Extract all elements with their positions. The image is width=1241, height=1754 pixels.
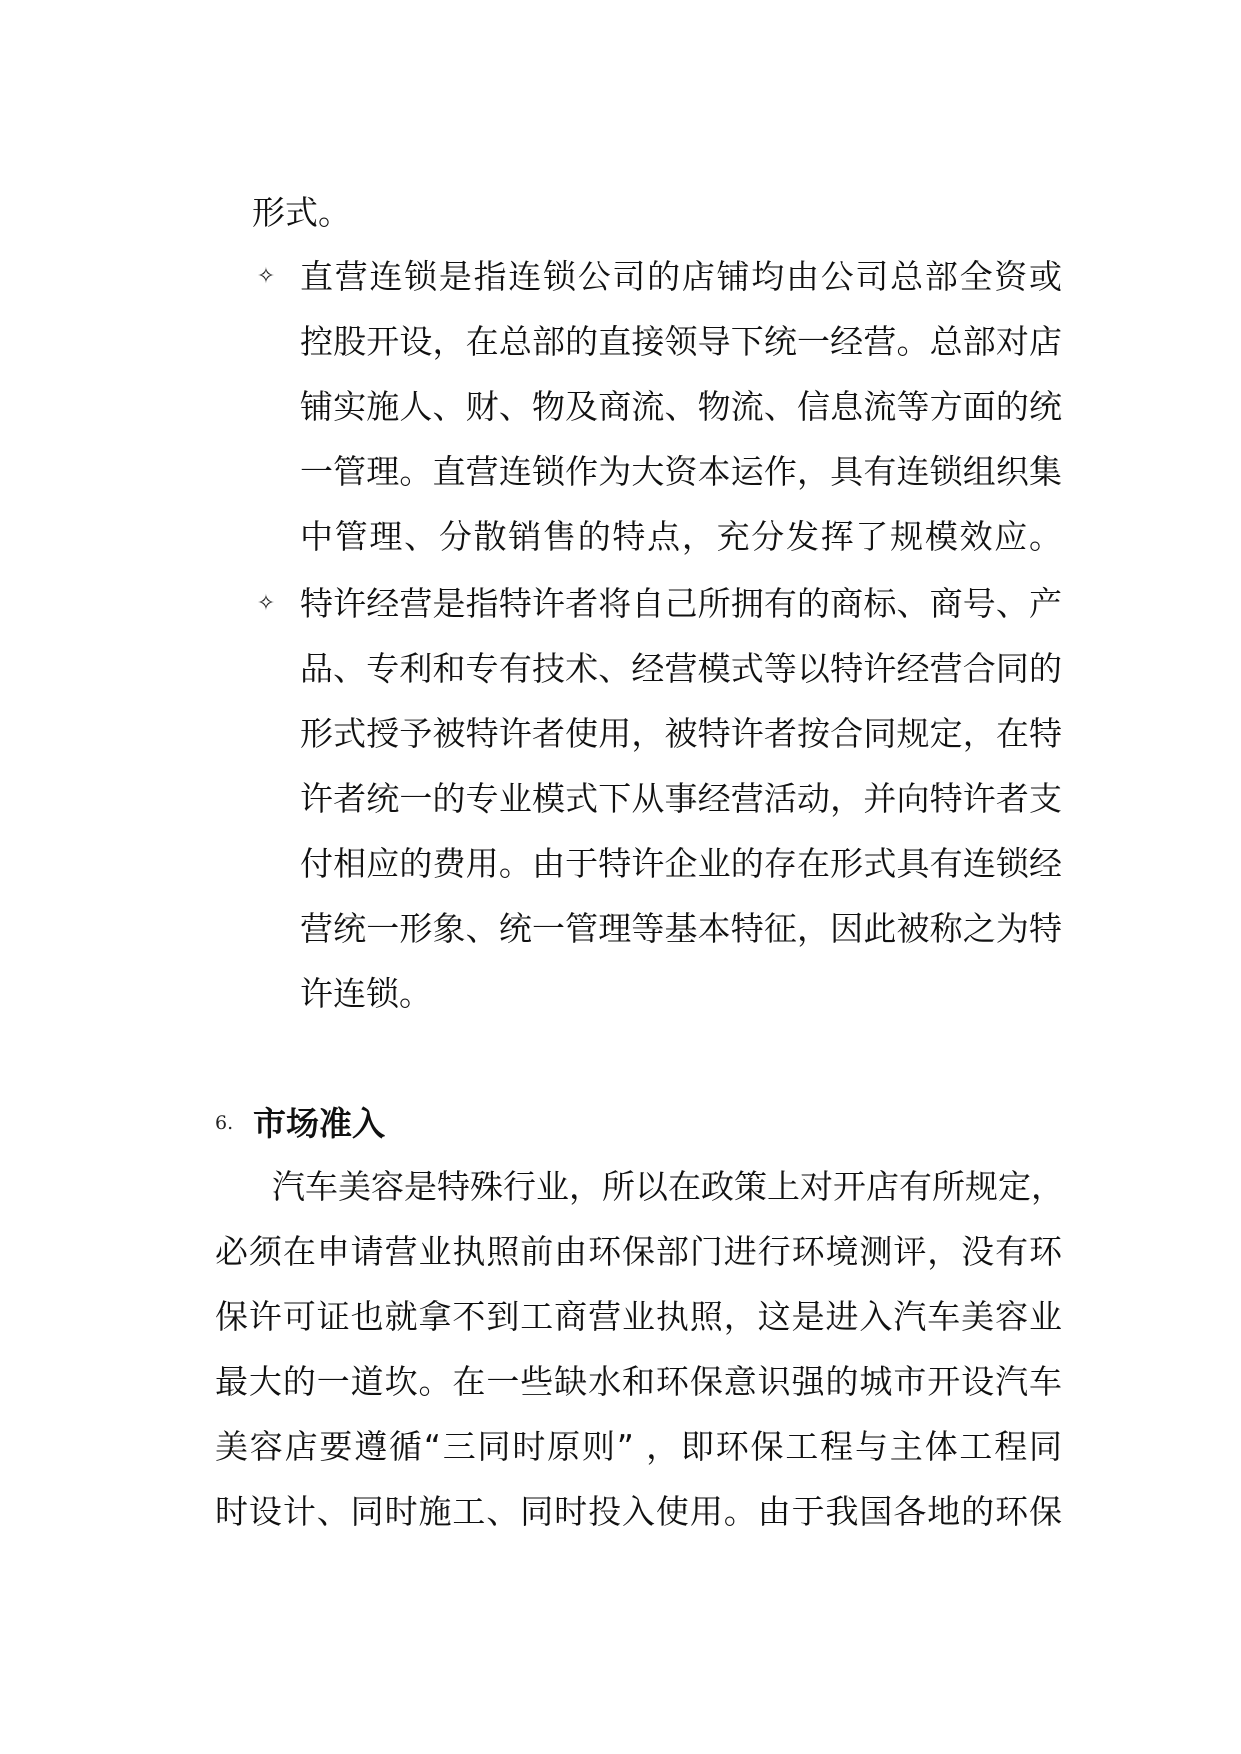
bullet-text-line: 许连锁。 bbox=[300, 974, 432, 1013]
bullet-text-line: 铺实施人、财、物及商流、物流、信息流等方面的统 bbox=[300, 387, 1062, 426]
bullet-text-line: 品、专利和专有技术、经营模式等以特许经营合同的 bbox=[300, 649, 1062, 688]
paragraph-line: 必须在申请营业执照前由环保部门进行环境测评，没有环 bbox=[215, 1232, 1062, 1271]
bullet-text-line: 形式授予被特许者使用，被特许者按合同规定，在特 bbox=[300, 714, 1062, 753]
bullet-star-icon: ✧ bbox=[256, 591, 276, 616]
paragraph-line: 保许可证也就拿不到工商营业执照，这是进入汽车美容业 bbox=[215, 1297, 1062, 1336]
bullet-text-line: 直营连锁是指连锁公司的店铺均由公司总部全资或 bbox=[300, 257, 1062, 296]
bullet-text-line: 一管理。直营连锁作为大资本运作，具有连锁组织集 bbox=[300, 452, 1062, 491]
paragraph-line: 汽车美容是特殊行业，所以在政策上对开店有所规定， bbox=[272, 1167, 1064, 1206]
bullet-text-line: 营统一形象、统一管理等基本特征，因此被称之为特 bbox=[300, 909, 1062, 948]
continuation-line: 形式。 bbox=[252, 193, 351, 232]
section-title: 市场准入 bbox=[253, 1104, 385, 1143]
paragraph-line: 美容店要遵循“三同时原则” ，即环保工程与主体工程同 bbox=[215, 1427, 1062, 1466]
paragraph-line: 时设计、同时施工、同时投入使用。由于我国各地的环保 bbox=[215, 1492, 1062, 1531]
bullet-star-icon: ✧ bbox=[256, 264, 276, 289]
paragraph-line: 最大的一道坎。在一些缺水和环保意识强的城市开设汽车 bbox=[215, 1362, 1062, 1401]
section-number: 6. bbox=[215, 1112, 234, 1134]
bullet-text-line: 付相应的费用。由于特许企业的存在形式具有连锁经 bbox=[300, 844, 1062, 883]
bullet-text-line: 特许经营是指特许者将自己所拥有的商标、商号、产 bbox=[300, 584, 1062, 623]
bullet-text-line: 中管理、分散销售的特点，充分发挥了规模效应。 bbox=[300, 517, 1062, 556]
bullet-text-line: 控股开设，在总部的直接领导下统一经营。总部对店 bbox=[300, 322, 1062, 361]
bullet-text-line: 许者统一的专业模式下从事经营活动，并向特许者支 bbox=[300, 779, 1062, 818]
